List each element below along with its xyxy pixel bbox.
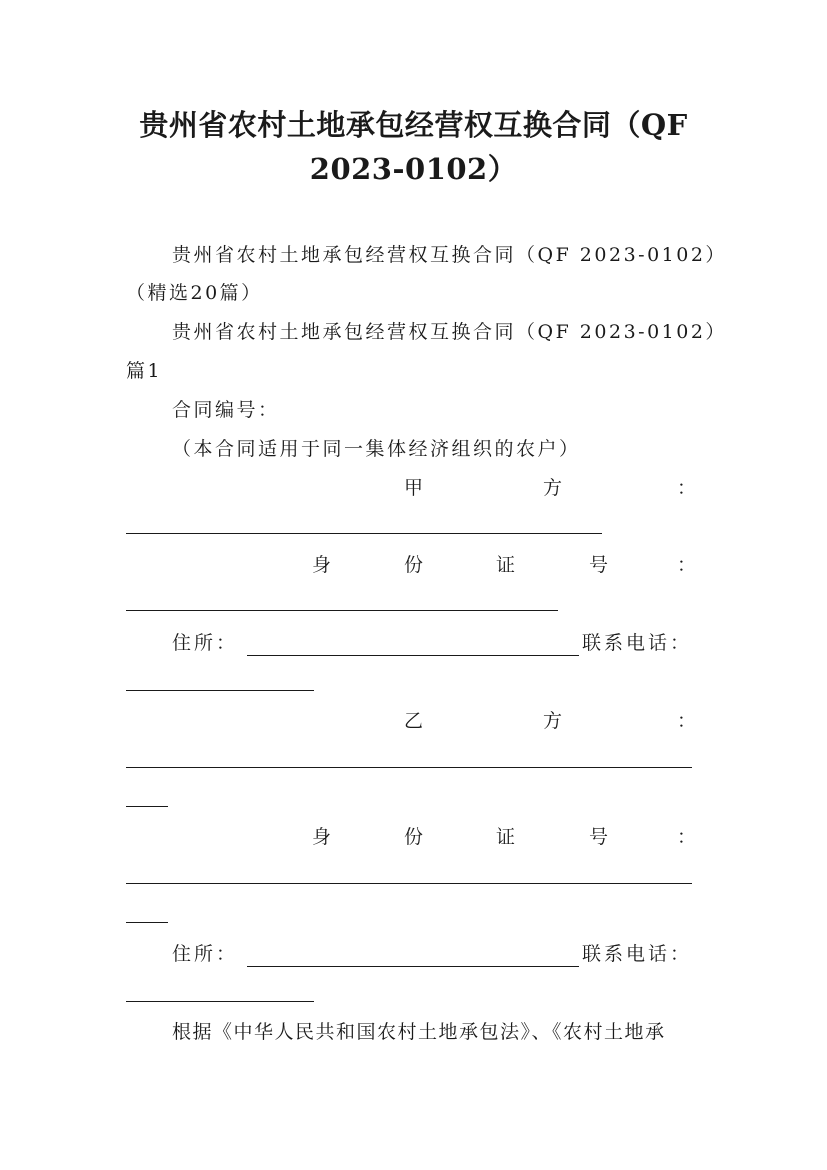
- party-a-address-blank[interactable]: [247, 655, 579, 656]
- party-a-phone-label: 联系电话：: [582, 632, 693, 654]
- party-b-id-label-char-4: 号: [589, 826, 609, 848]
- party-b-id-blank[interactable]: [126, 883, 692, 884]
- party-b-id-blank-cont[interactable]: [126, 922, 168, 923]
- party-b-name-blank[interactable]: [126, 767, 692, 768]
- party-a-id-label-char-4: 号: [589, 554, 609, 576]
- legal-basis-line: 根据《中华人民共和国农村土地承包法》、《农村土地承: [172, 1021, 666, 1043]
- party-b-phone-blank[interactable]: [126, 1001, 314, 1002]
- party-b-id-label-char-1: 身: [312, 826, 332, 848]
- party-a-id-label-char-3: 证: [496, 554, 516, 576]
- party-b-id-label-char-2: 份: [404, 826, 424, 848]
- party-b-id-label-char-3: 证: [496, 826, 516, 848]
- party-a-label-char-1: 甲: [404, 477, 424, 499]
- party-a-label-char-2: 方: [543, 477, 563, 499]
- party-a-id-label-char-1: 身: [312, 554, 332, 576]
- party-b-phone-label: 联系电话：: [582, 943, 693, 965]
- party-a-name-blank[interactable]: [126, 533, 602, 534]
- party-a-id-blank[interactable]: [126, 610, 558, 611]
- party-b-id-label-colon: ：: [677, 826, 697, 848]
- party-a-phone-blank[interactable]: [126, 690, 314, 691]
- party-b-label-char-2: 方: [543, 710, 563, 732]
- party-a-id-label-colon: ：: [677, 554, 697, 576]
- document-title-line-1: 贵州省农村土地承包经营权互换合同（QF: [139, 108, 688, 142]
- scope-note: （本合同适用于同一集体经济组织的农户）: [172, 438, 581, 460]
- party-a-address-label: 住所：: [172, 632, 239, 654]
- document-title-line-2: 2023-0102）: [309, 152, 518, 186]
- party-a-id-label-char-2: 份: [404, 554, 424, 576]
- party-b-label-char-1: 乙: [404, 710, 424, 732]
- party-b-address-label: 住所：: [172, 943, 239, 965]
- intro-line-1: 贵州省农村土地承包经营权互换合同（QF 2023-0102）: [172, 244, 727, 266]
- party-b-address-blank[interactable]: [247, 966, 579, 967]
- article-heading-line-1: 贵州省农村土地承包经营权互换合同（QF 2023-0102）: [172, 321, 727, 343]
- party-b-name-blank-cont[interactable]: [126, 806, 168, 807]
- party-b-label-colon: ：: [677, 710, 697, 732]
- article-heading-line-2: 篇1: [126, 360, 163, 382]
- contract-number-label: 合同编号：: [172, 399, 280, 421]
- party-a-label-colon: ：: [677, 477, 697, 499]
- intro-line-2: （精选20篇）: [126, 282, 263, 304]
